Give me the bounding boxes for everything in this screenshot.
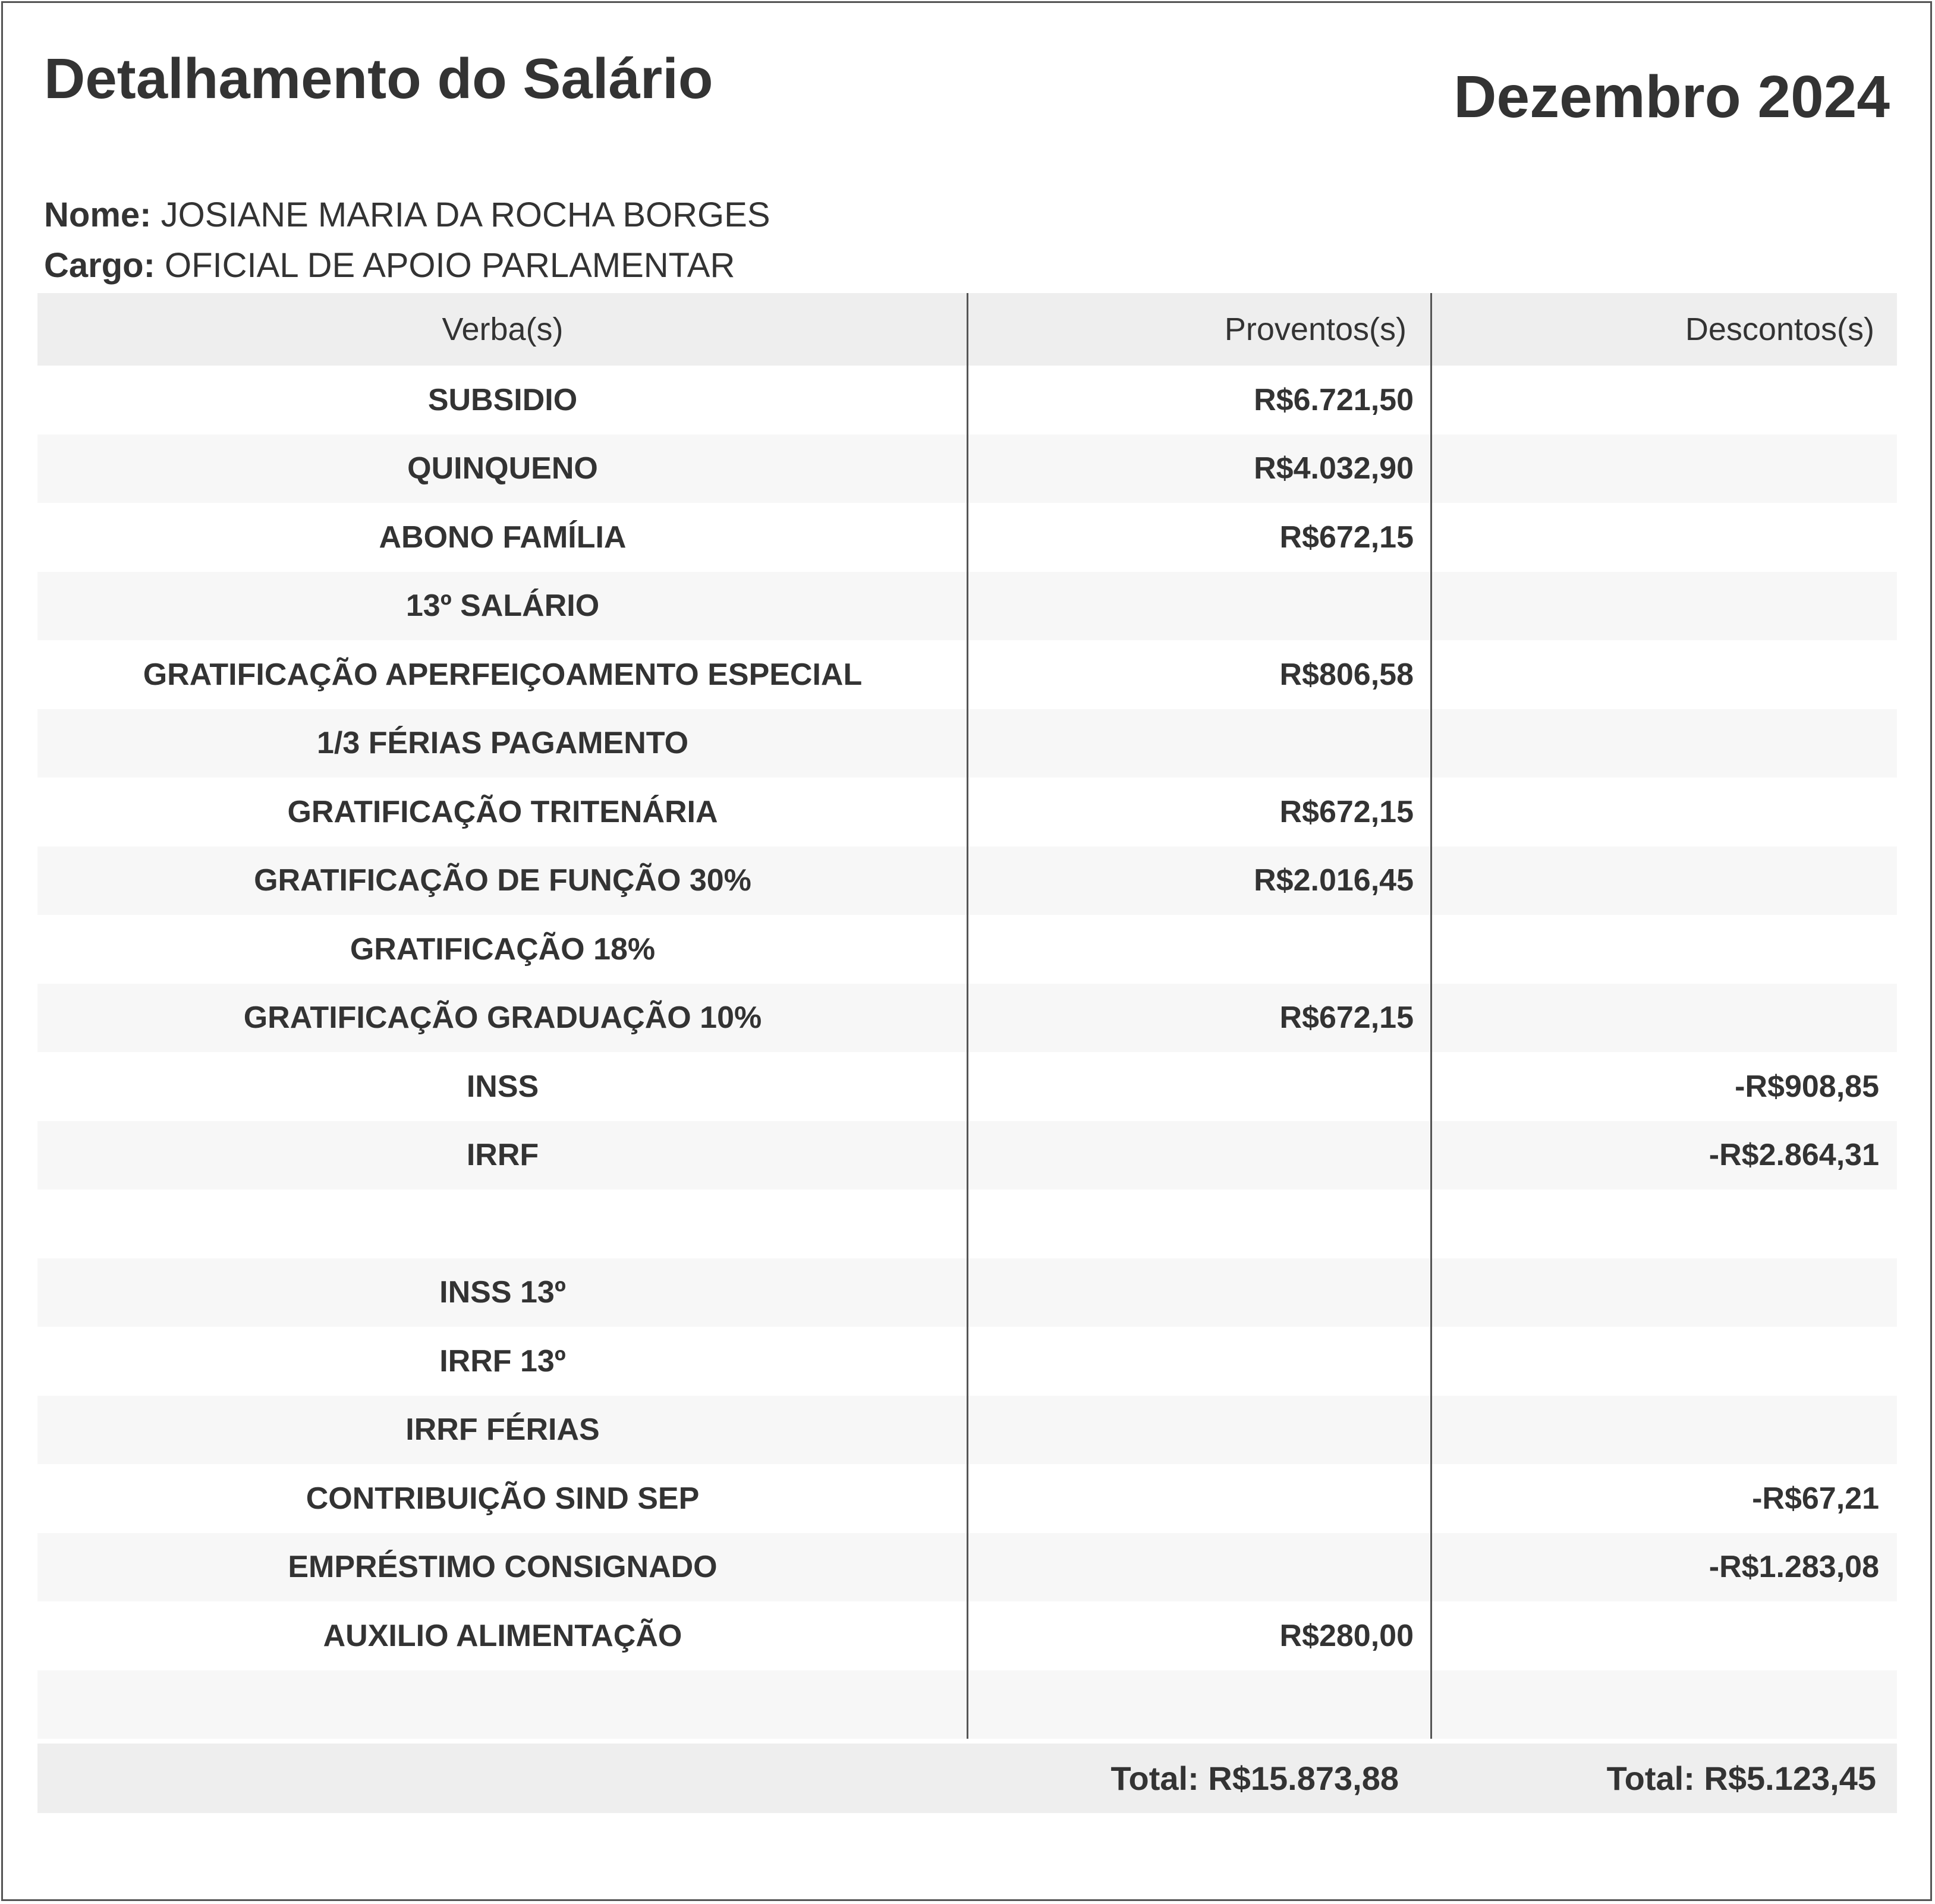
cell-descontos <box>1431 1396 1897 1465</box>
cell-proventos <box>968 1258 1431 1327</box>
cell-proventos: R$2.016,45 <box>1254 863 1414 898</box>
cell-proventos: R$280,00 <box>1279 1618 1414 1653</box>
cell-verba: 13º SALÁRIO <box>405 588 600 624</box>
cell-proventos <box>968 915 1431 984</box>
cell-verba: GRATIFICAÇÃO APERFEIÇOAMENTO ESPECIAL <box>143 657 863 692</box>
cell-proventos <box>968 1533 1431 1602</box>
cell-descontos <box>1431 366 1897 435</box>
role-label: Cargo: <box>44 246 155 285</box>
cell-descontos <box>1431 640 1897 709</box>
employee-role-line <box>44 247 735 285</box>
cell-verba: GRATIFICAÇÃO DE FUNÇÃO 30% <box>254 863 751 898</box>
cell-proventos <box>968 572 1431 641</box>
cell-descontos: -R$67,21 <box>1752 1481 1879 1516</box>
cell-proventos <box>968 1670 1431 1739</box>
cell-proventos <box>968 1327 1431 1396</box>
column-divider <box>1430 293 1432 1739</box>
cell-verba: 1/3 FÉRIAS PAGAMENTO <box>316 726 689 761</box>
employee-role: OFICIAL DE APOIO PARLAMENTAR <box>165 246 735 285</box>
cell-verba: QUINQUENO <box>407 451 598 486</box>
cell-verba: ABONO FAMÍLIA <box>379 520 627 555</box>
cell-proventos: R$4.032,90 <box>1254 451 1414 486</box>
cell-proventos: R$672,15 <box>1279 794 1414 829</box>
cell-proventos <box>968 1121 1431 1190</box>
cell-proventos: R$672,15 <box>1279 520 1414 555</box>
cell-verba <box>37 1189 968 1258</box>
cell-descontos <box>1431 1601 1897 1670</box>
cell-verba: CONTRIBUIÇÃO SIND SEP <box>306 1481 700 1516</box>
cell-proventos <box>968 1396 1431 1465</box>
total-descontos: Total: R$5.123,45 <box>1606 1760 1876 1797</box>
cell-verba: IRRF FÉRIAS <box>405 1412 600 1447</box>
cell-descontos: -R$1.283,08 <box>1709 1550 1879 1585</box>
cell-descontos <box>1431 709 1897 778</box>
cell-proventos: R$672,15 <box>1279 1000 1414 1036</box>
cell-proventos <box>968 1189 1431 1258</box>
column-header-descontos: Descontos(s) <box>1685 311 1874 347</box>
cell-verba: GRATIFICAÇÃO GRADUAÇÃO 10% <box>243 1000 762 1036</box>
cell-verba: EMPRÉSTIMO CONSIGNADO <box>288 1550 718 1585</box>
cell-descontos <box>1431 1327 1897 1396</box>
cell-verba: IRRF <box>466 1138 539 1173</box>
cell-descontos <box>1431 435 1897 503</box>
cell-verba: INSS 13º <box>439 1275 566 1310</box>
cell-proventos <box>968 709 1431 778</box>
column-header-verba: Verba(s) <box>442 311 564 347</box>
name-label: Nome: <box>44 196 152 234</box>
cell-descontos: -R$908,85 <box>1735 1069 1879 1104</box>
employee-name: JOSIANE MARIA DA ROCHA BORGES <box>161 196 770 234</box>
cell-proventos: R$806,58 <box>1279 657 1414 692</box>
cell-verba: GRATIFICAÇÃO 18% <box>350 931 656 967</box>
cell-verba: IRRF 13º <box>439 1343 566 1379</box>
cell-descontos <box>1431 1189 1897 1258</box>
cell-proventos <box>968 1464 1431 1533</box>
cell-descontos: -R$2.864,31 <box>1709 1138 1879 1173</box>
totals-row <box>37 1744 1897 1813</box>
cell-descontos <box>1431 778 1897 846</box>
cell-verba <box>37 1670 968 1739</box>
total-proventos: Total: R$15.873,88 <box>1110 1760 1399 1797</box>
cell-verba: SUBSIDIO <box>427 382 578 417</box>
cell-proventos: R$6.721,50 <box>1254 382 1414 417</box>
cell-descontos <box>1431 984 1897 1053</box>
cell-descontos <box>1431 1258 1897 1327</box>
cell-descontos <box>1431 503 1897 572</box>
page-title: Detalhamento do Salário <box>44 47 713 111</box>
column-divider <box>967 293 968 1739</box>
employee-name-line <box>44 196 770 234</box>
period-label: Dezembro 2024 <box>1453 64 1890 130</box>
cell-verba: AUXILIO ALIMENTAÇÃO <box>323 1618 682 1653</box>
cell-descontos <box>1431 572 1897 641</box>
cell-descontos <box>1431 846 1897 915</box>
cell-verba: GRATIFICAÇÃO TRITENÁRIA <box>287 794 718 829</box>
column-header-proventos: Proventos(s) <box>1224 311 1407 347</box>
cell-proventos <box>968 1052 1431 1121</box>
cell-descontos <box>1431 915 1897 984</box>
cell-verba: INSS <box>466 1069 539 1104</box>
cell-descontos <box>1431 1670 1897 1739</box>
